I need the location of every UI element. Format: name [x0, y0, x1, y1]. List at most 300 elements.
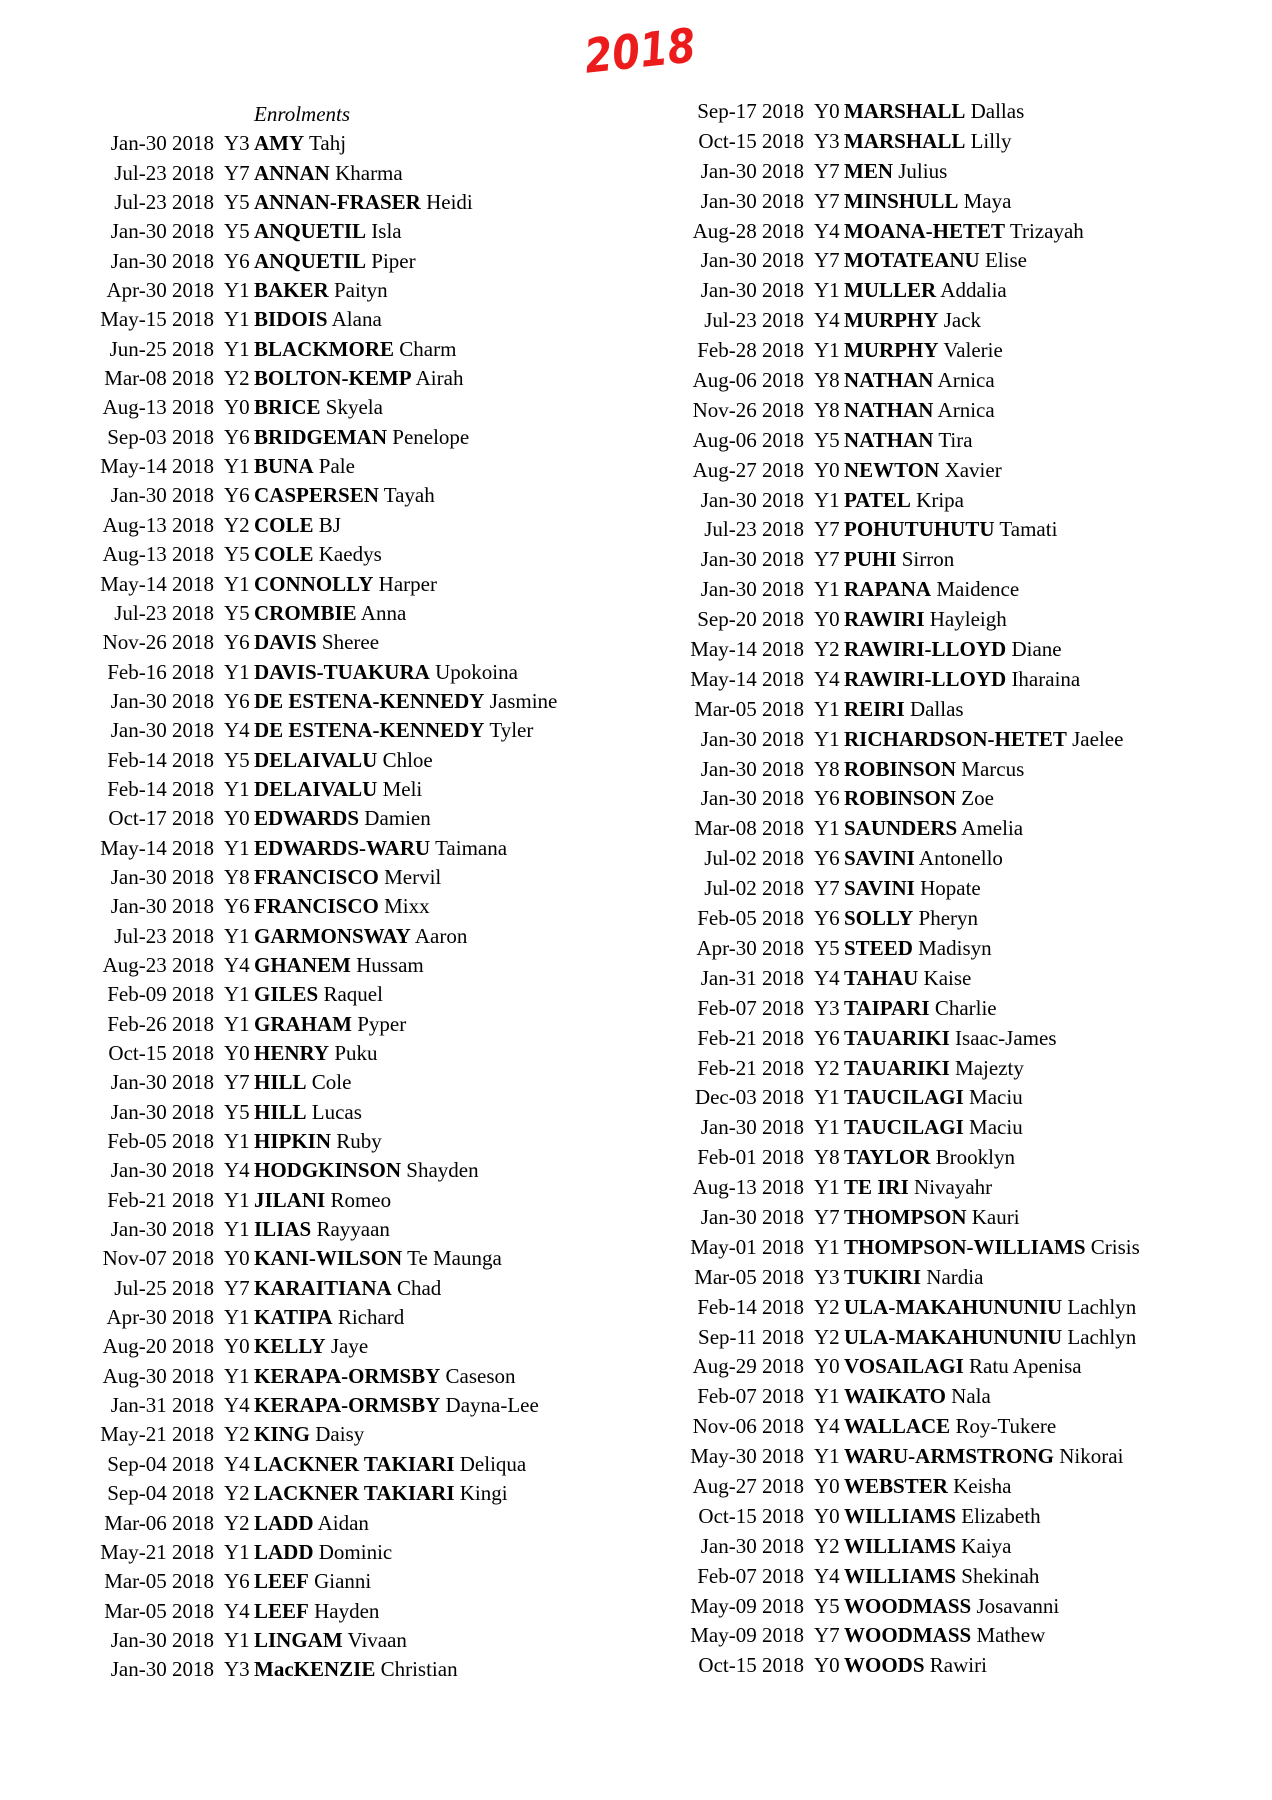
enrolment-date: Mar-05 2018	[104, 1598, 214, 1623]
student-given-name: Jaye	[330, 1334, 369, 1359]
student-surname: TAYLOR	[844, 1145, 931, 1170]
student-surname: GRAHAM	[254, 1011, 352, 1036]
enrolment-row	[98, 364, 557, 393]
enrolment-date: May-30 2018	[690, 1444, 804, 1469]
student-name	[254, 1186, 391, 1215]
enrolment-row	[98, 951, 557, 980]
enrolment-date: Feb-14 2018	[697, 1294, 804, 1319]
student-name	[254, 1567, 371, 1596]
enrolment-date: Aug-30 2018	[102, 1363, 214, 1388]
enrolment-date: Aug-13 2018	[102, 512, 214, 537]
student-name	[844, 605, 1007, 635]
year-level: Y7	[814, 1623, 840, 1648]
student-given-name: Trizayah	[1009, 218, 1084, 243]
student-name	[844, 665, 1080, 695]
student-surname: ANQUETIL	[254, 248, 367, 273]
student-name	[844, 157, 947, 187]
year-level: Y1	[224, 982, 250, 1007]
student-name	[844, 1502, 1041, 1532]
enrolment-row	[98, 1626, 557, 1655]
enrolment-date: Aug-29 2018	[692, 1354, 804, 1379]
enrolment-row	[98, 1391, 557, 1420]
enrolment-row	[98, 540, 557, 569]
enrolment-date: Jan-30 2018	[110, 894, 214, 919]
enrolment-row	[688, 276, 1140, 306]
student-given-name: Josavanni	[976, 1593, 1060, 1618]
year-level: Y1	[814, 1115, 840, 1140]
student-surname: WILLIAMS	[844, 1533, 957, 1558]
student-surname: NATHAN	[844, 368, 934, 393]
student-surname: MEN	[844, 158, 893, 183]
year-level: Y1	[224, 307, 250, 332]
student-given-name: Ratu Apenisa	[969, 1354, 1082, 1379]
enrolment-date: Oct-17 2018	[108, 806, 214, 831]
enrolment-row	[98, 892, 557, 921]
student-name	[254, 364, 463, 393]
enrolment-row	[688, 1382, 1140, 1412]
student-given-name: Taimana	[435, 835, 508, 860]
student-surname: WOODS	[844, 1653, 925, 1678]
enrolment-row	[98, 217, 557, 246]
year-level: Y6	[224, 630, 250, 655]
enrolment-row	[688, 695, 1140, 725]
enrolment-row	[688, 904, 1140, 934]
student-given-name: Dayna-Lee	[445, 1393, 539, 1418]
student-surname: KARAITIANA	[254, 1275, 392, 1300]
enrolment-row	[98, 129, 557, 158]
student-surname: STEED	[844, 935, 913, 960]
enrolment-row	[98, 276, 557, 305]
enrolment-row	[688, 217, 1140, 247]
year-level: Y5	[814, 935, 840, 960]
year-level: Y6	[224, 248, 250, 273]
student-name	[254, 1010, 406, 1039]
student-name	[844, 695, 964, 725]
student-surname: THOMPSON-WILLIAMS	[844, 1234, 1086, 1259]
student-given-name: Paityn	[333, 278, 388, 303]
student-name	[254, 452, 355, 481]
student-name	[254, 159, 403, 188]
enrolment-date: Jan-30 2018	[700, 547, 804, 572]
enrolment-date: Jan-31 2018	[700, 965, 804, 990]
enrolment-date: May-01 2018	[690, 1234, 804, 1259]
enrolment-date: Oct-15 2018	[108, 1041, 214, 1065]
enrolment-date: Jan-30 2018	[700, 487, 804, 512]
enrolment-row	[688, 1502, 1140, 1532]
year-level: Y6	[224, 688, 250, 713]
enrolment-date: Mar-05 2018	[694, 696, 804, 721]
enrolment-row	[98, 1098, 557, 1127]
student-surname: ULA-MAKAHUNUNIU	[844, 1324, 1063, 1349]
student-surname: DAVIS	[254, 630, 317, 655]
student-name	[254, 804, 431, 833]
enrolment-row	[688, 545, 1140, 575]
year-level: Y6	[224, 1569, 250, 1594]
student-surname: NATHAN	[844, 397, 934, 422]
enrolment-row	[688, 515, 1140, 545]
student-given-name: Maya	[963, 188, 1012, 213]
student-surname: RAWIRI	[844, 607, 925, 632]
student-surname: FRANCISCO	[254, 864, 379, 889]
student-name	[844, 934, 992, 964]
year-level: Y0	[814, 1653, 840, 1678]
student-name	[254, 628, 379, 657]
student-given-name: Nikorai	[1059, 1444, 1124, 1469]
student-given-name: Sheree	[321, 630, 380, 655]
enrolment-row	[98, 1538, 557, 1567]
enrolment-row	[688, 246, 1140, 276]
year-level: Y5	[224, 747, 250, 772]
year-level: Y1	[224, 278, 250, 303]
student-name	[844, 1293, 1136, 1323]
student-name	[254, 716, 533, 745]
enrolment-date: Feb-16 2018	[107, 659, 214, 684]
student-surname: MINSHULL	[844, 188, 959, 213]
student-given-name: Kaise	[923, 965, 972, 990]
year-level: Y8	[814, 1145, 840, 1170]
year-level: Y1	[224, 835, 250, 860]
student-given-name: Diane	[1011, 637, 1062, 662]
student-name	[844, 1203, 1020, 1233]
student-given-name: Christian	[380, 1657, 458, 1682]
student-name	[254, 1098, 362, 1127]
year-level: Y1	[814, 577, 840, 602]
student-given-name: Charlie	[934, 995, 997, 1020]
student-given-name: Elise	[984, 248, 1027, 273]
year-level: Y1	[814, 278, 840, 303]
enrolment-date: Mar-08 2018	[104, 366, 214, 391]
student-name	[254, 1655, 458, 1684]
year-level: Y5	[224, 542, 250, 567]
student-surname: WOODMASS	[844, 1593, 972, 1618]
year-level: Y5	[224, 600, 250, 625]
student-given-name: Piper	[371, 248, 416, 273]
student-name	[254, 217, 402, 246]
student-surname: BOLTON-KEMP	[254, 366, 412, 391]
student-given-name: Daisy	[315, 1422, 365, 1447]
student-given-name: Mathew	[976, 1623, 1046, 1648]
student-name	[254, 1362, 516, 1391]
enrolment-date: Jul-23 2018	[704, 308, 804, 333]
student-surname: TAHAU	[844, 965, 919, 990]
student-name	[844, 396, 995, 426]
student-name	[844, 1382, 991, 1412]
enrolment-date: May-14 2018	[100, 835, 214, 860]
student-name	[254, 1303, 404, 1332]
year-level: Y3	[224, 131, 250, 156]
enrolment-date: Jul-23 2018	[114, 160, 214, 185]
year-level: Y4	[224, 952, 250, 977]
enrolment-date: Nov-06 2018	[692, 1414, 804, 1439]
student-name	[254, 980, 383, 1009]
year-level: Y6	[224, 483, 250, 508]
enrolment-row	[688, 725, 1140, 755]
enrolment-row	[688, 934, 1140, 964]
student-given-name: Hayden	[314, 1598, 380, 1623]
student-surname: FRANCISCO	[254, 894, 379, 919]
student-surname: DELAIVALU	[254, 776, 378, 801]
year-level: Y5	[224, 1099, 250, 1124]
year-level: Y1	[814, 1085, 840, 1110]
enrolment-date: Oct-15 2018	[698, 1653, 804, 1678]
student-surname: RICHARDSON-HETET	[844, 726, 1067, 751]
student-surname: TAUARIKI	[844, 1055, 950, 1080]
student-given-name: Pheryn	[918, 906, 979, 931]
student-name	[844, 1113, 1023, 1143]
student-name	[844, 874, 981, 904]
enrolment-date: Mar-08 2018	[694, 816, 804, 841]
student-surname: MOANA-HETET	[844, 218, 1006, 243]
student-surname: MULLER	[844, 278, 937, 303]
enrolment-date: Jan-30 2018	[110, 1657, 214, 1682]
enrolment-row	[98, 335, 557, 364]
year-level: Y0	[814, 99, 840, 123]
enrolment-row	[98, 687, 557, 716]
enrolment-date: Sep-04 2018	[107, 1451, 214, 1476]
enrolment-rows-left	[98, 129, 557, 1684]
student-name	[254, 746, 433, 775]
enrolment-date: Sep-04 2018	[107, 1481, 214, 1506]
enrolment-date: Feb-05 2018	[107, 1129, 214, 1154]
enrolment-row	[98, 481, 557, 510]
enrolment-date: Aug-27 2018	[692, 457, 804, 482]
enrolment-row	[98, 1156, 557, 1185]
student-name	[844, 187, 1011, 217]
enrolment-date: Jan-30 2018	[110, 864, 214, 889]
student-surname: WALLACE	[844, 1414, 951, 1439]
student-name	[254, 1332, 368, 1361]
student-surname: POHUTUHUTU	[844, 517, 995, 542]
enrolment-row	[98, 159, 557, 188]
year-level: Y2	[224, 366, 250, 391]
year-level: Y1	[224, 1627, 250, 1652]
student-surname: RAWIRI-LLOYD	[844, 637, 1007, 662]
student-surname: VOSAILAGI	[844, 1354, 964, 1379]
year-level: Y4	[814, 1414, 840, 1439]
year-level: Y8	[224, 864, 250, 889]
enrolment-date: Sep-11 2018	[698, 1324, 804, 1349]
student-name	[254, 570, 437, 599]
enrolment-date: Feb-07 2018	[697, 1384, 804, 1409]
student-name	[254, 834, 507, 863]
student-surname: LADD	[254, 1539, 314, 1564]
enrolment-row	[688, 994, 1140, 1024]
enrolment-row	[688, 784, 1140, 814]
enrolment-date: Apr-30 2018	[106, 278, 214, 303]
student-given-name: Caseson	[445, 1363, 516, 1388]
student-name	[844, 97, 1024, 127]
enrolment-date: Jan-30 2018	[110, 131, 214, 156]
student-surname: ILIAS	[254, 1217, 312, 1242]
student-name	[254, 775, 422, 804]
year-level: Y2	[814, 1533, 840, 1558]
enrolment-row	[98, 1068, 557, 1097]
student-name	[844, 1562, 1039, 1592]
student-surname: KERAPA-ORMSBY	[254, 1363, 441, 1388]
student-name	[254, 1597, 379, 1626]
year-level: Y1	[224, 1305, 250, 1330]
student-given-name: Jaelee	[1072, 726, 1124, 751]
enrolment-row	[98, 922, 557, 951]
enrolment-row	[98, 804, 557, 833]
student-surname: CROMBIE	[254, 600, 357, 625]
year-level: Y2	[814, 1055, 840, 1080]
enrolment-row	[98, 247, 557, 276]
student-given-name: Kaedys	[318, 542, 382, 567]
year-level: Y6	[814, 846, 840, 871]
student-name	[844, 725, 1123, 755]
enrolment-date: Feb-05 2018	[697, 906, 804, 931]
enrolment-date: Jan-30 2018	[700, 1533, 804, 1558]
year-level: Y1	[814, 1175, 840, 1200]
student-given-name: Rayyaan	[316, 1217, 390, 1242]
year-level: Y8	[814, 368, 840, 393]
enrolment-row	[688, 1442, 1140, 1472]
student-name	[254, 481, 435, 510]
student-given-name: Kripa	[916, 487, 964, 512]
student-surname: MURPHY	[844, 338, 939, 363]
student-name	[254, 129, 346, 158]
student-name	[254, 247, 416, 276]
student-name	[844, 1592, 1059, 1622]
enrolment-date: Jan-30 2018	[110, 219, 214, 244]
enrolment-date: Jan-30 2018	[110, 688, 214, 713]
enrolment-row	[98, 775, 557, 804]
student-surname: PUHI	[844, 547, 897, 572]
student-given-name: Lucas	[311, 1099, 362, 1124]
enrolment-row	[688, 1651, 1140, 1681]
enrolment-row	[688, 1263, 1140, 1293]
enrolment-row	[98, 570, 557, 599]
student-given-name: Tyler	[489, 718, 534, 743]
year-level: Y1	[814, 1444, 840, 1469]
student-surname: HILL	[254, 1099, 307, 1124]
student-given-name: BJ	[318, 512, 341, 537]
year-level: Y4	[814, 666, 840, 691]
enrolment-row	[98, 305, 557, 334]
year-level: Y4	[224, 718, 250, 743]
student-given-name: Antonello	[918, 846, 1003, 871]
student-surname: DE ESTENA-KENNEDY	[254, 688, 485, 713]
student-name	[254, 1039, 378, 1068]
student-given-name: Amelia	[961, 816, 1024, 841]
student-given-name: Nardia	[926, 1264, 984, 1289]
year-level: Y7	[814, 517, 840, 542]
year-level: Y5	[814, 427, 840, 452]
student-name	[844, 635, 1062, 665]
year-level: Y3	[814, 128, 840, 153]
enrolment-row	[688, 874, 1140, 904]
enrolment-date: Feb-21 2018	[697, 1025, 804, 1050]
student-given-name: Meli	[382, 776, 423, 801]
student-given-name: Dallas	[909, 696, 964, 721]
enrolment-date: Jul-23 2018	[114, 600, 214, 625]
year-level: Y0	[224, 1246, 250, 1271]
year-level: Y1	[814, 696, 840, 721]
student-name	[844, 1651, 987, 1681]
student-surname: LEEF	[254, 1598, 309, 1623]
student-name	[844, 1412, 1056, 1442]
student-name	[254, 1538, 392, 1567]
enrolment-row	[688, 1592, 1140, 1622]
student-name	[844, 127, 1011, 157]
year-level: Y1	[814, 1384, 840, 1409]
student-surname: BUNA	[254, 454, 314, 479]
student-surname: WARU-ARMSTRONG	[844, 1444, 1054, 1469]
enrolment-date: May-14 2018	[100, 571, 214, 596]
student-name	[254, 305, 382, 334]
student-name	[844, 246, 1027, 276]
year-level: Y3	[814, 995, 840, 1020]
enrolment-row	[98, 1362, 557, 1391]
enrolment-row	[98, 1127, 557, 1156]
student-name	[844, 844, 1003, 874]
student-name	[844, 276, 1007, 306]
year-level: Y2	[224, 1422, 250, 1447]
student-given-name: Heidi	[426, 190, 473, 215]
enrolment-row	[98, 1420, 557, 1449]
student-given-name: Kharma	[335, 160, 403, 185]
enrolment-date: Dec-03 2018	[694, 1085, 804, 1110]
student-name	[254, 423, 469, 452]
year-level: Y0	[224, 1334, 250, 1359]
student-surname: WILLIAMS	[844, 1503, 957, 1528]
student-surname: KELLY	[254, 1334, 326, 1359]
enrolment-row	[688, 336, 1140, 366]
enrolment-date: Aug-13 2018	[692, 1175, 804, 1200]
year-level: Y1	[814, 487, 840, 512]
enrolment-row	[688, 1412, 1140, 1442]
year-level: Y2	[814, 1324, 840, 1349]
year-level: Y7	[224, 1275, 250, 1300]
year-level: Y4	[224, 1451, 250, 1476]
student-given-name: Hayleigh	[929, 607, 1007, 632]
year-level: Y0	[224, 1041, 250, 1065]
student-given-name: Arnica	[937, 368, 995, 393]
student-name	[254, 1420, 364, 1449]
enrolment-row	[688, 1293, 1140, 1323]
student-given-name: Maciu	[969, 1115, 1023, 1140]
enrolment-date: Nov-07 2018	[102, 1246, 214, 1271]
enrolments-list-header: Enrolments	[254, 102, 351, 126]
year-level: Y4	[814, 1563, 840, 1588]
enrolment-date: Jul-23 2018	[114, 190, 214, 215]
student-name	[844, 1024, 1057, 1054]
student-name	[254, 393, 383, 422]
student-name	[844, 1054, 1024, 1084]
student-surname: GILES	[254, 982, 319, 1007]
student-given-name: Dominic	[318, 1539, 393, 1564]
enrolment-date: Aug-13 2018	[102, 395, 214, 420]
student-name	[844, 755, 1024, 785]
year-level: Y1	[224, 571, 250, 596]
student-name	[254, 188, 473, 217]
enrolment-row	[688, 1054, 1140, 1084]
enrolment-row	[688, 1352, 1140, 1382]
enrolment-row	[98, 1244, 557, 1273]
student-name	[844, 515, 1057, 545]
student-given-name: Chloe	[382, 747, 433, 772]
enrolment-date: Jan-30 2018	[110, 1217, 214, 1242]
enrolment-row	[98, 1039, 557, 1068]
student-name	[254, 658, 518, 687]
enrolment-date: Aug-20 2018	[102, 1334, 214, 1359]
student-given-name: Hopate	[920, 876, 981, 901]
student-surname: MARSHALL	[844, 128, 966, 153]
student-given-name: Shayden	[406, 1158, 479, 1183]
year-level: Y1	[224, 923, 250, 948]
student-surname: HILL	[254, 1070, 307, 1095]
